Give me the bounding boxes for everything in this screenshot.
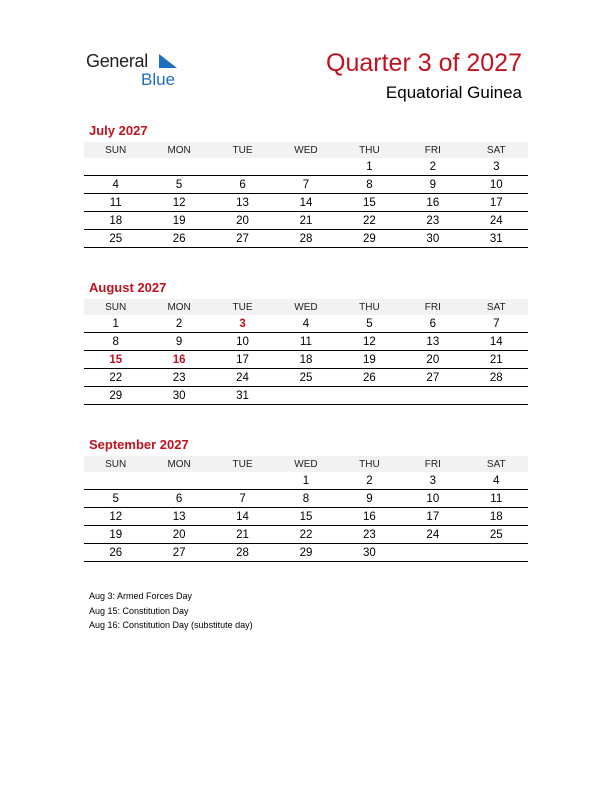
day-cell: 18 — [274, 351, 337, 369]
logo-general-text: General — [86, 51, 148, 71]
month-calendar — [84, 456, 528, 562]
weekday-header: TUE — [211, 142, 274, 158]
day-cell: 18 — [465, 508, 528, 526]
day-cell: 15 — [84, 351, 147, 369]
day-cell: 31 — [465, 230, 528, 248]
weekday-header: MON — [147, 456, 210, 472]
week-row — [84, 472, 528, 490]
day-cell: 26 — [338, 369, 401, 387]
day-cell: 18 — [84, 212, 147, 230]
empty-day-cell — [84, 472, 147, 490]
empty-day-cell — [274, 158, 337, 176]
day-cell: 5 — [147, 176, 210, 194]
day-cell: 19 — [147, 212, 210, 230]
day-cell: 16 — [338, 508, 401, 526]
empty-day-cell — [338, 387, 401, 405]
day-cell: 7 — [211, 490, 274, 508]
day-cell: 10 — [465, 176, 528, 194]
day-cell: 21 — [211, 526, 274, 544]
day-cell: 12 — [147, 194, 210, 212]
day-cell: 5 — [338, 315, 401, 333]
week-row — [84, 158, 528, 176]
day-cell: 4 — [465, 472, 528, 490]
day-cell: 1 — [338, 158, 401, 176]
empty-day-cell — [211, 472, 274, 490]
day-cell: 13 — [211, 194, 274, 212]
month-title: September 2027 — [89, 437, 189, 452]
day-cell: 23 — [147, 369, 210, 387]
day-cell: 30 — [147, 387, 210, 405]
day-cell: 29 — [338, 230, 401, 248]
page-title: Quarter 3 of 2027 — [326, 49, 522, 77]
day-cell: 21 — [274, 212, 337, 230]
day-cell: 7 — [465, 315, 528, 333]
day-cell: 10 — [401, 490, 464, 508]
day-cell: 7 — [274, 176, 337, 194]
month-calendar — [84, 142, 528, 248]
day-cell: 11 — [274, 333, 337, 351]
day-cell: 8 — [84, 333, 147, 351]
day-cell: 28 — [274, 230, 337, 248]
weekday-header: SUN — [84, 456, 147, 472]
weekday-header: FRI — [401, 142, 464, 158]
weekday-header: FRI — [401, 456, 464, 472]
day-cell: 21 — [465, 351, 528, 369]
week-row — [84, 490, 528, 508]
week-row — [84, 212, 528, 230]
day-cell: 30 — [338, 544, 401, 562]
day-cell: 3 — [401, 472, 464, 490]
day-cell: 28 — [465, 369, 528, 387]
weekday-header: MON — [147, 142, 210, 158]
day-cell: 27 — [211, 230, 274, 248]
day-cell: 16 — [401, 194, 464, 212]
day-cell: 22 — [338, 212, 401, 230]
day-cell: 20 — [211, 212, 274, 230]
weekday-header: SAT — [465, 299, 528, 315]
holiday-note: Aug 16: Constitution Day (substitute day) — [89, 620, 253, 630]
week-row — [84, 176, 528, 194]
week-row — [84, 194, 528, 212]
day-cell: 6 — [401, 315, 464, 333]
day-cell: 13 — [147, 508, 210, 526]
day-cell: 14 — [274, 194, 337, 212]
week-row — [84, 333, 528, 351]
weekday-header-row — [84, 142, 528, 158]
day-cell: 1 — [274, 472, 337, 490]
week-row — [84, 230, 528, 248]
empty-day-cell — [274, 387, 337, 405]
day-cell: 4 — [274, 315, 337, 333]
day-cell: 6 — [147, 490, 210, 508]
day-cell: 2 — [401, 158, 464, 176]
day-cell: 16 — [147, 351, 210, 369]
empty-day-cell — [465, 544, 528, 562]
empty-day-cell — [147, 158, 210, 176]
weekday-header-row — [84, 299, 528, 315]
day-cell: 4 — [84, 176, 147, 194]
week-row — [84, 387, 528, 405]
day-cell: 2 — [338, 472, 401, 490]
day-cell: 25 — [274, 369, 337, 387]
day-cell: 31 — [211, 387, 274, 405]
day-cell: 17 — [465, 194, 528, 212]
empty-day-cell — [465, 387, 528, 405]
day-cell: 9 — [147, 333, 210, 351]
day-cell: 27 — [147, 544, 210, 562]
weekday-header-row — [84, 456, 528, 472]
week-row — [84, 508, 528, 526]
day-cell: 27 — [401, 369, 464, 387]
day-cell: 28 — [211, 544, 274, 562]
day-cell: 15 — [274, 508, 337, 526]
day-cell: 17 — [211, 351, 274, 369]
day-cell: 29 — [274, 544, 337, 562]
day-cell: 10 — [211, 333, 274, 351]
week-row — [84, 544, 528, 562]
day-cell: 1 — [84, 315, 147, 333]
day-cell: 23 — [401, 212, 464, 230]
week-row — [84, 315, 528, 333]
month-title: July 2027 — [89, 123, 148, 138]
day-cell: 22 — [84, 369, 147, 387]
empty-day-cell — [84, 158, 147, 176]
holiday-note: Aug 15: Constitution Day — [89, 605, 189, 616]
month-title: August 2027 — [89, 280, 167, 295]
day-cell: 25 — [465, 526, 528, 544]
day-cell: 19 — [84, 526, 147, 544]
country-name: Equatorial Guinea — [385, 83, 522, 102]
day-cell: 9 — [401, 176, 464, 194]
day-cell: 26 — [147, 230, 210, 248]
week-row — [84, 526, 528, 544]
empty-day-cell — [147, 472, 210, 490]
weekday-header: WED — [274, 299, 337, 315]
generalblue-logo — [86, 51, 196, 91]
holiday-note: Aug 3: Armed Forces Day — [89, 591, 193, 601]
day-cell: 3 — [211, 315, 274, 333]
day-cell: 20 — [401, 351, 464, 369]
day-cell: 3 — [465, 158, 528, 176]
day-cell: 23 — [338, 526, 401, 544]
day-cell: 2 — [147, 315, 210, 333]
empty-day-cell — [401, 544, 464, 562]
weekday-header: THU — [338, 142, 401, 158]
day-cell: 14 — [211, 508, 274, 526]
day-cell: 9 — [338, 490, 401, 508]
week-row — [84, 369, 528, 387]
weekday-header: MON — [147, 299, 210, 315]
day-cell: 13 — [401, 333, 464, 351]
day-cell: 14 — [465, 333, 528, 351]
day-cell: 20 — [147, 526, 210, 544]
day-cell: 24 — [401, 526, 464, 544]
empty-day-cell — [401, 387, 464, 405]
weekday-header: WED — [274, 456, 337, 472]
holiday-notes — [89, 589, 253, 633]
day-cell: 19 — [338, 351, 401, 369]
day-cell: 12 — [84, 508, 147, 526]
weekday-header: SAT — [465, 142, 528, 158]
weekday-header: TUE — [211, 299, 274, 315]
month-calendar — [84, 299, 528, 405]
empty-day-cell — [211, 158, 274, 176]
weekday-header: TUE — [211, 456, 274, 472]
day-cell: 15 — [338, 194, 401, 212]
weekday-header: THU — [338, 456, 401, 472]
day-cell: 26 — [84, 544, 147, 562]
weekday-header: SUN — [84, 299, 147, 315]
day-cell: 11 — [465, 490, 528, 508]
day-cell: 12 — [338, 333, 401, 351]
day-cell: 25 — [84, 230, 147, 248]
weekday-header: FRI — [401, 299, 464, 315]
day-cell: 8 — [338, 176, 401, 194]
day-cell: 11 — [84, 194, 147, 212]
logo-flag-icon — [159, 54, 177, 68]
day-cell: 29 — [84, 387, 147, 405]
day-cell: 8 — [274, 490, 337, 508]
day-cell: 5 — [84, 490, 147, 508]
day-cell: 22 — [274, 526, 337, 544]
day-cell: 24 — [211, 369, 274, 387]
weekday-header: SAT — [465, 456, 528, 472]
weekday-header: WED — [274, 142, 337, 158]
day-cell: 6 — [211, 176, 274, 194]
day-cell: 30 — [401, 230, 464, 248]
weekday-header: SUN — [84, 142, 147, 158]
weekday-header: THU — [338, 299, 401, 315]
logo-blue-text: Blue — [141, 70, 176, 89]
week-row — [84, 351, 528, 369]
day-cell: 17 — [401, 508, 464, 526]
day-cell: 24 — [465, 212, 528, 230]
